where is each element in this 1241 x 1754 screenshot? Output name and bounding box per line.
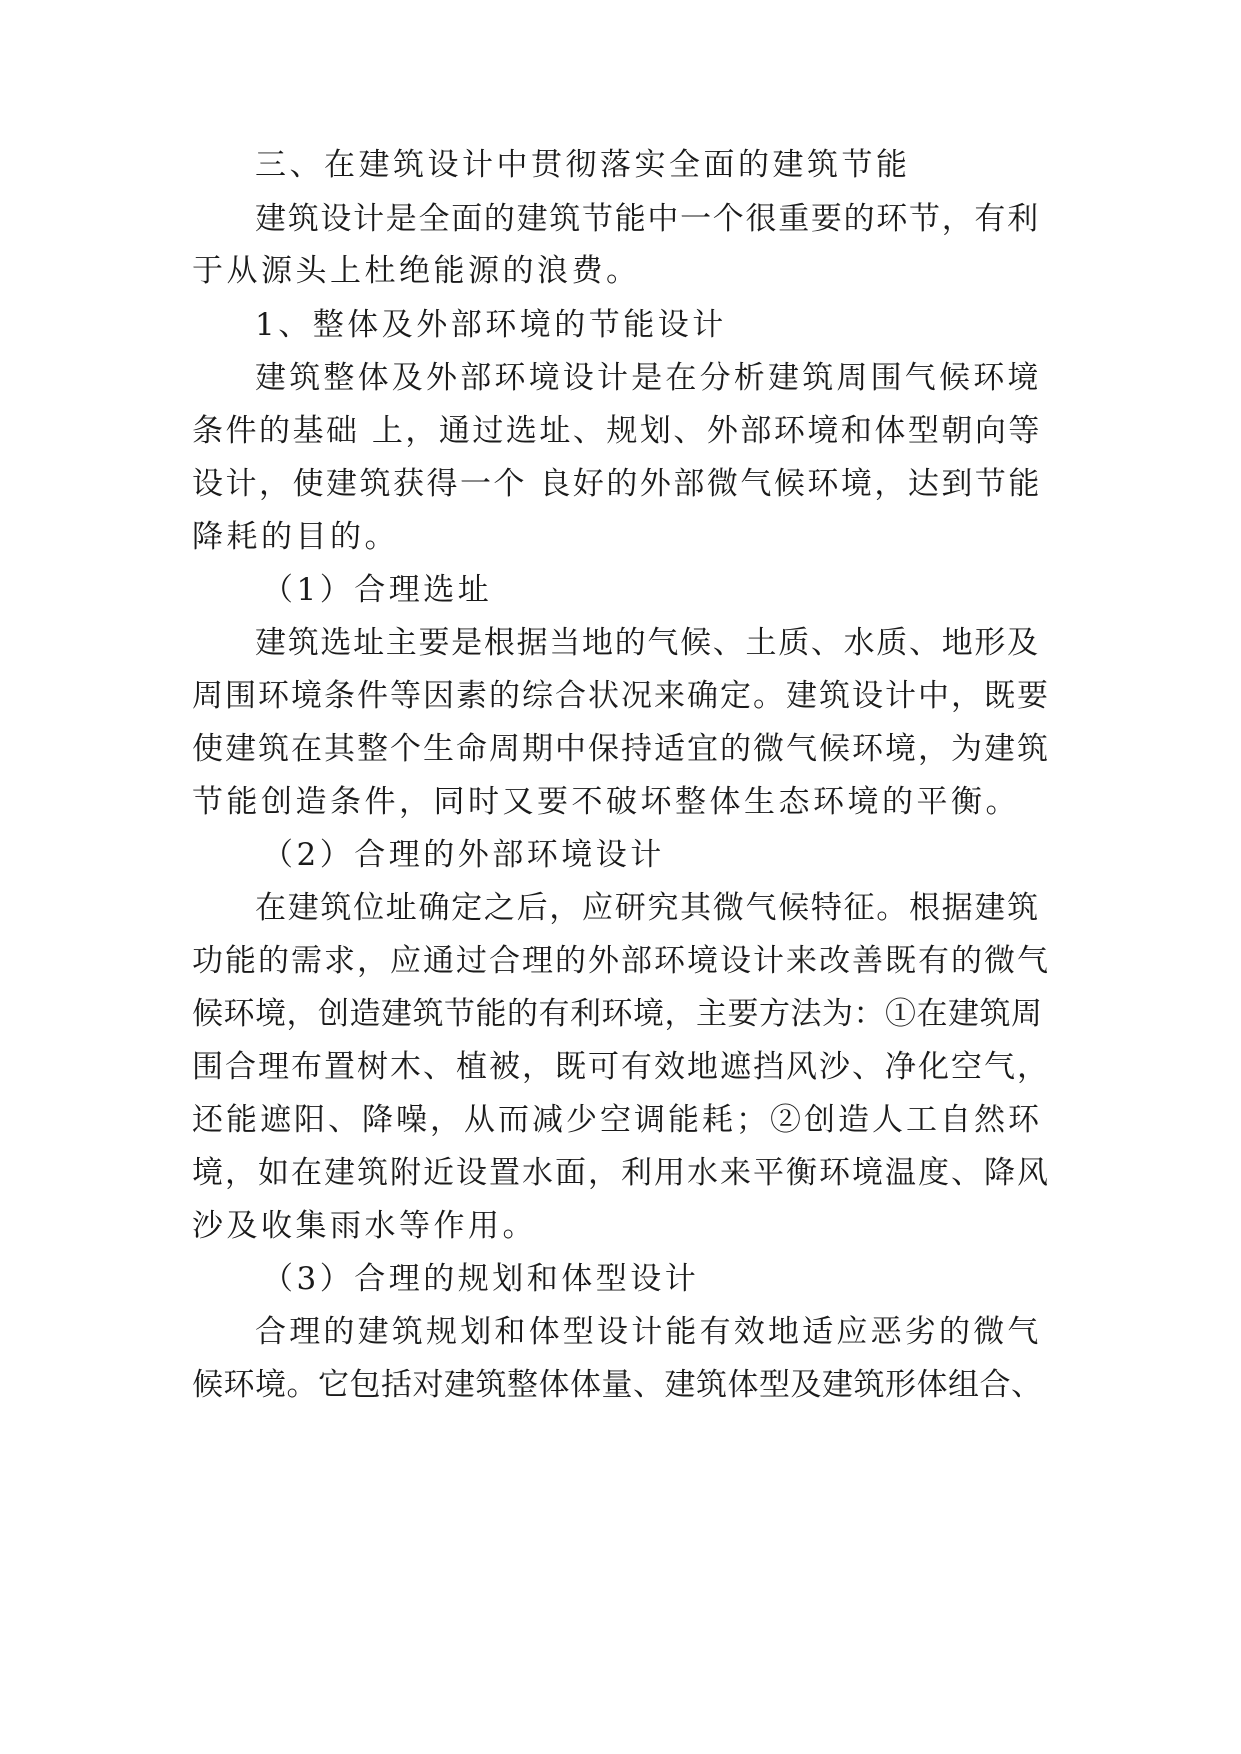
paragraph-line: 在建筑位址确定之后，应研究其微气候特征。根据建筑 (255, 890, 1040, 926)
subsection-heading: 1、整体及外部环境的节能设计 (255, 307, 727, 343)
paragraph-line: 降耗的目的。 (192, 519, 399, 555)
paragraph-line: 沙及收集雨水等作用。 (192, 1208, 537, 1244)
item-heading: （3）合理的规划和体型设计 (262, 1261, 700, 1297)
item-heading: （2）合理的外部环境设计 (262, 837, 665, 873)
paragraph-line: 建筑设计是全面的建筑节能中一个很重要的环节，有利 (255, 201, 1040, 237)
paragraph-line: 使建筑在其整个生命周期中保持适宜的微气候环境，为建筑 (192, 731, 1050, 767)
paragraph-line: 还能遮阳、降噪，从而减少空调能耗；②创造人工自然环 (192, 1102, 1042, 1138)
paragraph-line: 合理的建筑规划和体型设计能有效地适应恶劣的微气 (255, 1314, 1042, 1350)
paragraph-line: 候环境，创造建筑节能的有利环境，主要方法为：①在建筑周 (192, 996, 1043, 1032)
paragraph-line: 条件的基础 上，通过选址、规划、外部环境和体型朝向等 (192, 413, 1042, 449)
paragraph-line: 周围环境条件等因素的综合状况来确定。建筑设计中，既要 (192, 678, 1050, 714)
paragraph-line: 建筑整体及外部环境设计是在分析建筑周围气候环境 (255, 360, 1042, 396)
paragraph-line: 设计，使建筑获得一个 良好的外部微气候环境，达到节能 (192, 466, 1042, 502)
paragraph-line: 候环境。它包括对建筑整体体量、建筑体型及建筑形体组合、 (192, 1367, 1043, 1403)
paragraph-line: 建筑选址主要是根据当地的气候、土质、水质、地形及 (255, 625, 1040, 661)
paragraph-line: 围合理布置树木、植被，既可有效地遮挡风沙、净化空气， (192, 1049, 1050, 1085)
item-heading: （1）合理选址 (262, 572, 493, 608)
paragraph-line: 境，如在建筑附近设置水面，利用水来平衡环境温度、降风 (192, 1155, 1050, 1191)
paragraph-line: 于从源头上杜绝能源的浪费。 (192, 253, 641, 289)
section-heading: 三、在建筑设计中贯彻落实全面的建筑节能 (255, 147, 911, 183)
paragraph-line: 功能的需求，应通过合理的外部环境设计来改善既有的微气 (192, 943, 1050, 979)
paragraph-line: 节能创造条件，同时又要不破坏整体生态环境的平衡。 (192, 784, 1020, 820)
